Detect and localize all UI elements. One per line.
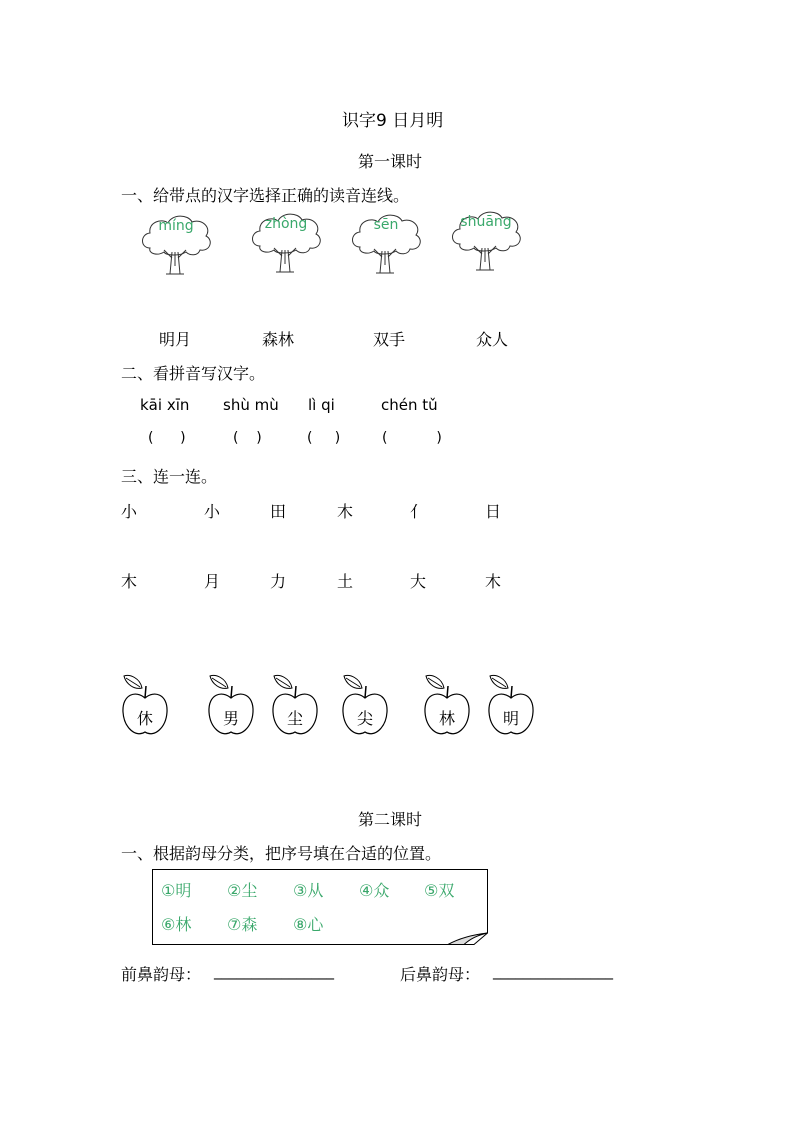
lesson1-q2-heading: 二、看拼音写汉字。 bbox=[121, 364, 266, 383]
front-nasal-label: 前鼻韵母： bbox=[121, 965, 202, 984]
lesson1-q1-heading: 一、给带点的汉字选择正确的读音连线。 bbox=[121, 186, 410, 205]
option-item: ②尘 bbox=[227, 881, 258, 900]
tree-icon bbox=[346, 207, 426, 275]
tree-pinyin: zhòng bbox=[264, 216, 308, 232]
option-item: ④众 bbox=[359, 881, 390, 900]
answer-blank[interactable]: ( ) bbox=[307, 430, 341, 446]
answer-blank[interactable]: ( ) bbox=[148, 430, 186, 446]
bottom-row-char[interactable]: 木 bbox=[485, 572, 502, 591]
top-row-char[interactable]: 小 bbox=[204, 502, 221, 521]
bottom-row-char[interactable]: 月 bbox=[204, 572, 221, 591]
bottom-row-char[interactable]: 木 bbox=[121, 572, 138, 591]
answer-blank[interactable]: ( ) bbox=[233, 430, 262, 446]
lesson2-label: 第二课时 bbox=[358, 810, 423, 829]
top-row-char[interactable]: 木 bbox=[337, 502, 354, 521]
apple-char: 休 bbox=[136, 709, 153, 728]
word-item: 双手 bbox=[373, 330, 406, 349]
tree-pinyin: sēn bbox=[373, 217, 399, 233]
apple-icon[interactable] bbox=[422, 672, 472, 738]
option-item: ①明 bbox=[161, 881, 192, 900]
tree-pinyin: shuāng bbox=[460, 214, 512, 230]
word-item: 森林 bbox=[262, 330, 295, 349]
tree-icon bbox=[246, 206, 326, 274]
back-nasal-label: 后鼻韵母： bbox=[400, 965, 481, 984]
back-nasal-blank[interactable]: ________________ bbox=[493, 962, 613, 980]
pinyin-item: kāi xīn bbox=[140, 396, 190, 414]
tree-pinyin: míng bbox=[158, 218, 194, 234]
bottom-row-char[interactable]: 土 bbox=[337, 572, 354, 591]
lesson2-q1-heading: 一、根据韵母分类，把序号填在合适的位置。 bbox=[121, 844, 442, 863]
option-item: ⑤双 bbox=[424, 881, 455, 900]
apple-icon[interactable] bbox=[270, 672, 320, 738]
options-box bbox=[152, 869, 488, 945]
option-item: ⑧心 bbox=[293, 915, 324, 934]
apple-char: 尘 bbox=[286, 709, 303, 728]
apple-char: 男 bbox=[222, 709, 239, 728]
apple-icon[interactable] bbox=[486, 672, 536, 738]
option-item: ③从 bbox=[293, 881, 324, 900]
lesson1-label: 第一课时 bbox=[358, 152, 423, 171]
word-item: 众人 bbox=[476, 330, 509, 349]
top-row-char[interactable]: 田 bbox=[270, 502, 287, 521]
pinyin-item: chén tǔ bbox=[381, 396, 438, 414]
top-row-char[interactable]: 日 bbox=[485, 502, 502, 521]
bottom-row-char[interactable]: 力 bbox=[270, 572, 287, 591]
tree-icon bbox=[446, 204, 526, 272]
lesson1-q3-heading: 三、连一连。 bbox=[121, 467, 218, 486]
pinyin-item: lì qi bbox=[308, 396, 335, 414]
apple-icon[interactable] bbox=[340, 672, 390, 738]
option-item: ⑥林 bbox=[161, 915, 192, 934]
apple-icon[interactable] bbox=[206, 672, 256, 738]
pinyin-item: shù mù bbox=[223, 396, 279, 414]
top-row-char[interactable]: 小 bbox=[121, 502, 138, 521]
front-nasal-blank[interactable]: ________________ bbox=[214, 962, 334, 980]
apple-char: 林 bbox=[438, 709, 455, 728]
page-title: 识字9 日月明 bbox=[342, 111, 444, 131]
word-item: 明月 bbox=[159, 330, 192, 349]
tree-icon bbox=[136, 208, 216, 276]
apple-char: 尖 bbox=[356, 709, 373, 728]
apple-char: 明 bbox=[502, 709, 519, 728]
option-item: ⑦森 bbox=[227, 915, 258, 934]
answer-blank[interactable]: ( ) bbox=[382, 430, 442, 446]
bottom-row-char[interactable]: 大 bbox=[410, 572, 427, 591]
apple-icon[interactable] bbox=[120, 672, 170, 738]
top-row-char[interactable]: 亻 bbox=[410, 502, 427, 521]
